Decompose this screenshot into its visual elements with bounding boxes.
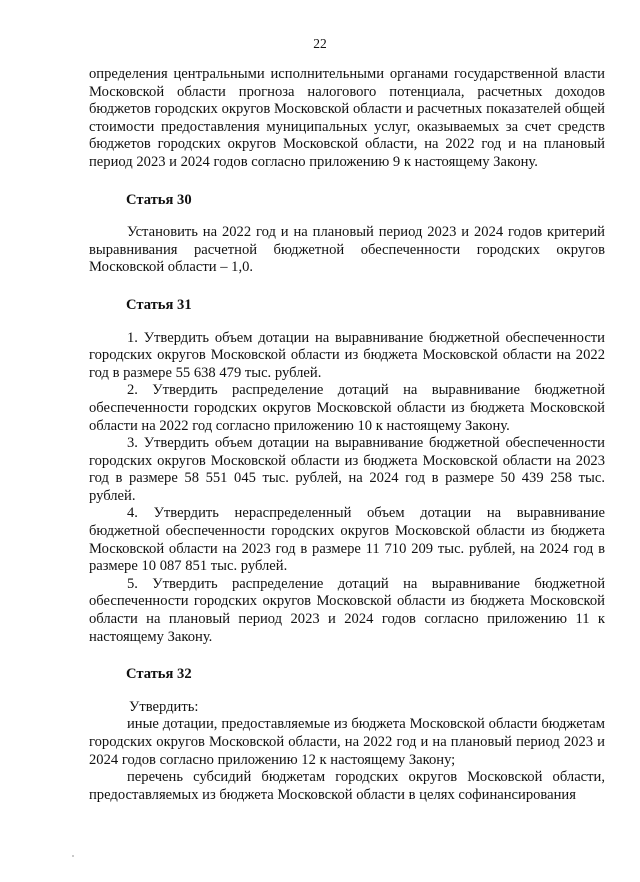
article-30-heading: Статья 30 [126, 191, 192, 208]
paragraph-continuation: определения центральными исполнительными органами государственной власти Московской области прогноза налогового потенциала, расчетных доходов бюджетов городских округов Московской области и расчетных показателей общей стоимости предоставления муниципальных услуг, оказываемых за счет средств бюджетов городских округов Московской области, на 2022 год и на плановый период 2023 и 2024 годов согласно приложению 9 к настоящему Закону. [89, 66, 605, 170]
article-31-item-1: 1. Утвердить объем дотации на выравнивание бюджетной обеспеченности городских округов Московской области из бюджета Московской области на 2022 год в размере 55 638 479 тыс. рублей. [89, 329, 605, 381]
article-31-item-2: 2. Утвердить распределение дотаций на выравнивание бюджетной обеспеченности городских округов Московской области из бюджета Московской области на 2022 год согласно приложению 10 к настоящему Закону. [89, 382, 605, 434]
page-number: 22 [313, 36, 327, 51]
article-31-item-3: 3. Утвердить объем дотации на выравнивание бюджетной обеспеченности городских округов Московской области из бюджета Московской области на 2023 год в размере 58 551 045 тыс. рублей, на 2024 год в размере 50 439 258 тыс. рублей. [89, 435, 605, 504]
article-30-text: Установить на 2022 год и на плановый период 2023 и 2024 годов критерий выравнивания расчетной бюджетной обеспеченности городских округов Московской области – 1,0. [89, 224, 605, 276]
article-32-item-1: иные дотации, предоставляемые из бюджета Московской области бюджетам городских округов Московской области, на 2022 год и на плановый период 2023 и 2024 годов согласно приложению 12 к настоящему Закону; [89, 716, 605, 768]
scan-artifact [72, 855, 74, 857]
document-body [89, 66, 605, 804]
article-32-heading: Статья 32 [126, 666, 192, 683]
article-31-heading: Статья 31 [126, 296, 192, 313]
article-31-item-4: 4. Утвердить нераспределенный объем дотации на выравнивание бюджетной обеспеченности городских округов Московской области из бюджета Московской области на 2023 год в размере 11 710 209 тыс. рублей, на 2024 год в размере 10 087 851 тыс. рублей. [89, 505, 605, 575]
article-32-item-2: перечень субсидий бюджетам городских округов Московской области, предоставляемых из бюджета Московской области в целях софинансирования [89, 769, 605, 803]
article-31-item-5: 5. Утвердить распределение дотаций на выравнивание бюджетной обеспеченности городских округов Московской области из бюджета Московской области на плановый период 2023 и 2024 годов согласно приложению 11 к настоящему Закону. [89, 575, 605, 645]
article-32-label: Утвердить: [129, 698, 199, 715]
